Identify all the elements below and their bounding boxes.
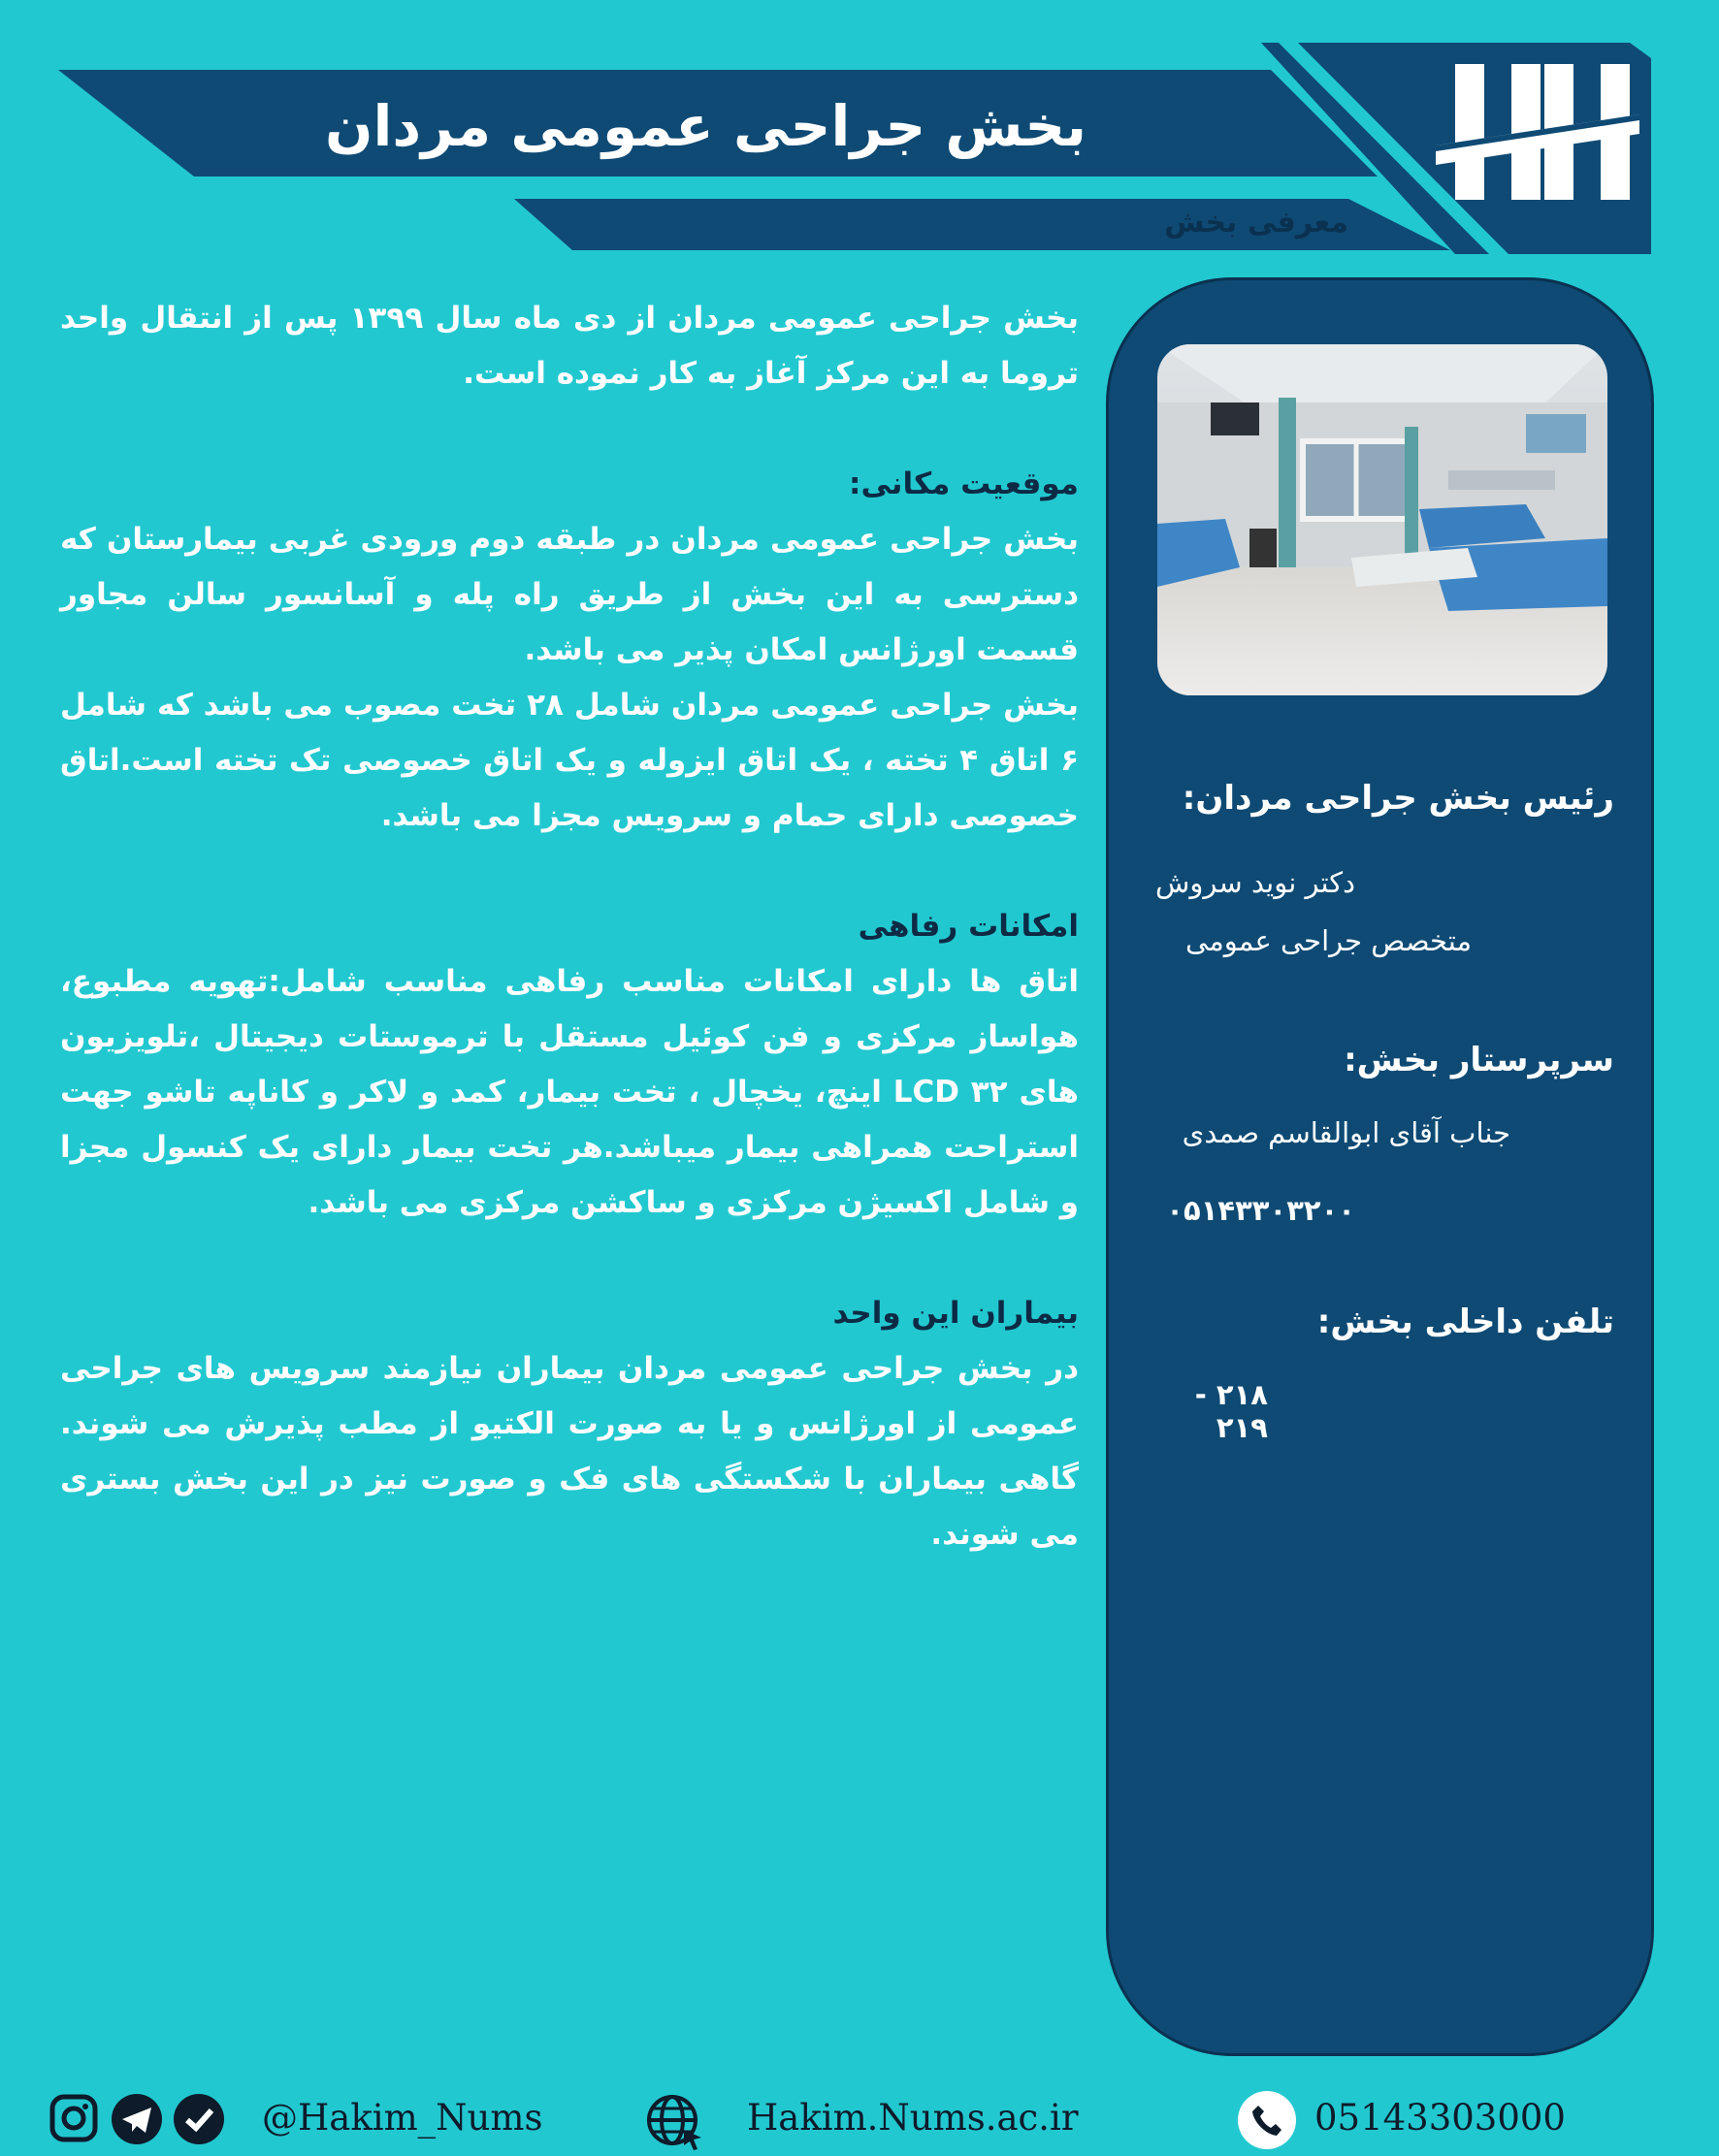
amenities-heading: امکانات رفاهی [858, 909, 1079, 944]
head-of-ward-specialty: متخصص جراحی عمومی [1185, 924, 1472, 957]
head-nurse-phone: ۰۵۱۴۳۳۰۳۲۰۰ [1166, 1194, 1355, 1227]
globe-icon[interactable] [645, 2093, 703, 2151]
head-nurse-label: سرپرستار بخش: [1344, 1041, 1614, 1079]
hospital-ward-photo [1157, 344, 1607, 695]
main-content [60, 291, 1079, 1562]
internal-phone-label: تلفن داخلی بخش: [1316, 1303, 1614, 1341]
instagram-icon[interactable] [49, 2093, 99, 2143]
amenities-paragraph: اتاق ها دارای امکانات مناسب رفاهی مناسب شامل:تهویه مطبوع، هواساز مرکزی و فن کوئیل مستقل با ترموستات دیجیتال ،تلویزیون های LCD ۳۲ اینچ، یخچال ، تخت بیمار، کمد و لاکر و کاناپه تاشو جهت استراحت همراهی بیمار میباشد.هر تخت بیمار دارای یک کنسول مجزا و شامل اکسیژن مرکزی و ساکشن مرکزی می باشد. [60, 964, 1079, 1220]
head-of-ward-name: دکتر نوید سروش [1155, 866, 1355, 899]
patients-paragraph: در بخش جراحی عمومی مردان بیماران نیازمند سرویس های جراحی عمومی از اورژانس و یا به صورت الکتیو از مطب پذیرش می شوند. گاهی بیماران با شکستگی های فک و صورت نیز در این بخش بستری می شوند. [60, 1351, 1079, 1552]
telegram-icon[interactable] [111, 2093, 163, 2145]
verified-icon[interactable] [173, 2093, 225, 2145]
phone-icon[interactable] [1237, 2090, 1297, 2150]
hh-logo-icon [1436, 56, 1639, 216]
sidebar-panel [1106, 277, 1654, 2056]
intro-paragraph: بخش جراحی عمومی مردان از دی ماه سال ۱۳۹۹ پس از انتقال واحد تروما به این مرکز آغاز به کار نموده است. [60, 301, 1079, 391]
head-nurse-name: جناب آقای ابوالقاسم صمدی [1182, 1116, 1510, 1149]
location-paragraph: بخش جراحی عمومی مردان در طبقه دوم ورودی غربی بیمارستان که دسترسی به این بخش از طریق راه پله و آسانسور سالن مجاور قسمت اورژانس امکان پذیر می باشد. [60, 522, 1079, 667]
capacity-paragraph: بخش جراحی عمومی مردان شامل ۲۸ تخت مصوب می باشد که شامل ۶ اتاق ۴ تخته ، یک اتاق ایزوله و یک اتاق خصوصی تک تخته است.اتاق خصوصی دارای حمام و سرویس مجزا می باشد. [60, 688, 1079, 833]
head-of-ward-label: رئیس بخش جراحی مردان: [1182, 779, 1614, 818]
footer-phone[interactable]: 05143303000 [1314, 2097, 1566, 2139]
location-heading: موقعیت مکانی: [849, 467, 1079, 501]
page-subtitle: معرفی بخش [1164, 206, 1348, 240]
social-handle-link[interactable]: @Hakim_Nums [262, 2097, 543, 2139]
page-title: بخش جراحی عمومی مردان [325, 93, 1087, 159]
website-link[interactable]: Hakim.Nums.ac.ir [747, 2097, 1079, 2139]
internal-phone-value: ۲۱۸ - ۲۱۹ [1194, 1378, 1268, 1444]
patients-heading: بیماران این واحد [832, 1296, 1079, 1331]
